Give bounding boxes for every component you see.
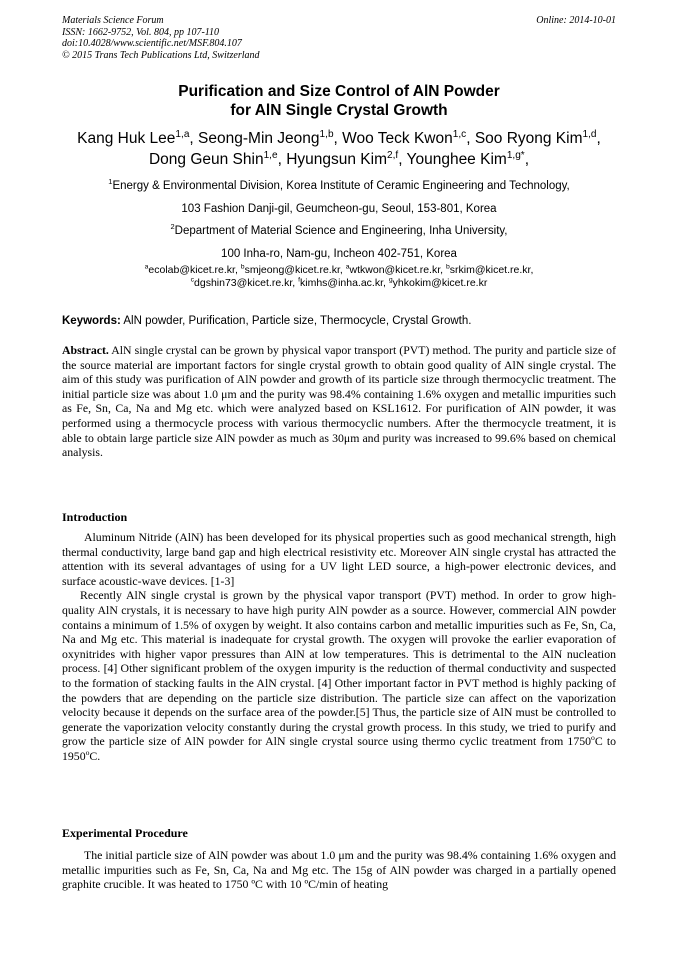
- experimental-heading: Experimental Procedure: [62, 826, 188, 840]
- affiliation-sup: 1: [108, 177, 113, 187]
- affiliation-text: Energy & Environmental Division, Korea Institute of Ceramic Engineering and Technology,: [112, 180, 570, 192]
- author-sup: 1,d: [582, 128, 597, 140]
- email-sup: a: [144, 263, 149, 271]
- abstract-label: Abstract.: [62, 343, 109, 357]
- email-link[interactable]: yhkokim@kicet.re.kr: [392, 277, 488, 289]
- experimental-paragraph-1: The initial particle size of AlN powder was about 1.0 μm and the purity was 98.4% containing 1.6% oxygen and metallic impurities such as Fe, Sn, Ca, Na and Mg etc. The 15g of AlN powder was charged in a partially opened graphite crucible. It was heated to 1750 ºC with 10 ºC/min of heating: [62, 848, 616, 892]
- paper-title: [62, 82, 616, 120]
- author-name: Soo Ryong Kim: [474, 130, 583, 147]
- author-sup: 1,e: [263, 149, 278, 161]
- copyright-line: © 2015 Trans Tech Publications Ltd, Switzerland: [62, 49, 260, 61]
- email-link[interactable]: kimhs@inha.ac.kr: [300, 277, 384, 289]
- author-list: [40, 128, 638, 170]
- title-line-2: for AlN Single Crystal Growth: [230, 102, 448, 119]
- author-sup: 1,c: [452, 128, 467, 140]
- author-name: Kang Huk Lee: [77, 130, 176, 147]
- email-link[interactable]: dgshin73@kicet.re.kr: [194, 277, 293, 289]
- introduction-paragraph-1: Aluminum Nitride (AlN) has been developed for its physical properties such as good mechanical strength, high thermal conductivity, large band gap and high electrical resistivity etc. Moreover AlN single crystal has attracted the attention with its several advantages of using for a UV light LED source, a high-power electronic devices, and surface acoustic-wave devices. [1-3]: [62, 530, 616, 588]
- online-date: Online: 2014-10-01: [536, 15, 616, 26]
- author-sup: 1,b: [319, 128, 334, 140]
- affiliation-text: Department of Material Science and Engineering, Inha University,: [174, 225, 508, 237]
- email-sup: c: [190, 276, 195, 284]
- author-sup: 1,g*: [506, 149, 525, 161]
- author-separator: ,: [333, 130, 343, 147]
- affiliation-2-line-2: 100 Inha-ro, Nam-gu, Incheon 402-751, Korea: [221, 247, 457, 260]
- experimental-body: [62, 848, 616, 892]
- affiliations: [40, 175, 638, 265]
- author-emails: [40, 264, 638, 290]
- abstract-text: AlN single crystal can be grown by physical vapor transport (PVT) method. The purity and particle size of the source material are important factors for single crystal growth to obtain good quality of AlN single crystal. The aim of this study was purification of AlN powder and growth of its particle size through thermocyclic treatment. The initial particle size was about 1.0 μm and the purity was 98.4% containing 1.6% oxygen and metallic impurities such as Fe, Sn, Ca, Na and Mg etc. which were analyzed based on KSL1612. For purification of AlN powder, it was performed using a thermocycle process with various thermocyclic numbers. After the thermocycle treatment, it is able to obtain large particle size AlN powder as much as 30μm and purity was increased to 99.6% based on chemical analysis.: [62, 343, 616, 460]
- author-name: Seong-Min Jeong: [198, 130, 320, 147]
- journal-header: [62, 15, 616, 61]
- introduction-body: [62, 530, 616, 764]
- degree-sup: o: [85, 747, 90, 757]
- author-name: Woo Teck Kwon: [342, 130, 453, 147]
- author-line-2: [40, 149, 638, 170]
- author-separator: ,: [189, 130, 199, 147]
- author-name: Hyungsun Kim: [286, 151, 387, 168]
- email-line-2: $^c$dgshin73@kicet.re.kr, $^f$kimhs@inha.ac.kr, $^g$yhkokim@kicet.re.kr: [190, 276, 488, 289]
- author-line-1: [40, 128, 638, 149]
- keywords-label: Keywords:: [62, 315, 121, 327]
- author-sup: 2,f: [387, 149, 399, 161]
- paragraph-text: C.: [89, 748, 101, 763]
- introduction-paragraph-2: [62, 588, 616, 763]
- affiliation-2-line-1: [40, 220, 638, 243]
- issn-line: ISSN: 1662-9752, Vol. 804, pp 107-110: [62, 26, 220, 38]
- email-link[interactable]: smjeong@kicet.re.kr: [244, 264, 340, 276]
- degree-sup: o: [591, 733, 595, 743]
- author-name: Dong Geun Shin: [148, 151, 264, 168]
- email-link[interactable]: srkim@kicet.re.kr: [449, 264, 531, 276]
- email-sup: a: [345, 263, 350, 271]
- email-line-1: $^a$ecolab@kicet.re.kr, $^b$smjeong@kicet.re.kr, $^a$wtkwon@kicet.re.kr, $^b$srkim@kicet.re.kr,: [144, 263, 534, 276]
- abstract-paragraph: [62, 343, 616, 460]
- paragraph-text: C to 1950: [62, 734, 616, 763]
- author-sup: 1,a: [175, 128, 190, 140]
- author-separator: ,: [398, 151, 407, 168]
- affiliation-1-line-1: [40, 175, 638, 198]
- author-separator: ,: [277, 151, 287, 168]
- affiliation-sup: 2: [170, 222, 175, 232]
- email-link[interactable]: ecolab@kicet.re.kr: [148, 264, 235, 276]
- email-link[interactable]: wtkwon@kicet.re.kr: [349, 264, 441, 276]
- paragraph-text: Recently AlN single crystal is grown by the physical vapor transport (PVT) method. In order to grow high-quality AlN crystals, it is necessary to have high purity AlN powder as a source. However, commercial AlN powder contains a minimum of 1.5% of oxygen by weight. It also contains carbon and metallic impurities such as Fe, Sn, Ca, Na and Mg etc. This material is inadequate for crystal growth. The oxygen will provoke the earlier evaporation of oxynitrides with higher vapor pressures than AlN at low temperatures. This is detrimental to the AlN nucleation process. [4] Other significant problem of the oxygen impurity is the reduction of thermal conductivity and suspected to the formation of stacking faults in the AlN crystal. [4] Other important factor in PVT method is highly packing of the powders that are depending on the particle size distribution. The particle size can affect on the vaporization velocity because it depends on the surface area of the powder.[5] Thus, the particle size of AlN must be controlled to generate the vaporization velocity constantly during the crystal growth process. In this study, we tried to purify and grow the particle size of AlN powder for AlN single crystal source using thermo cyclic treatment from 1750: [62, 588, 616, 749]
- affiliation-1-line-2: 103 Fashion Danji-gil, Geumcheon-gu, Seoul, 153-801, Korea: [181, 202, 497, 215]
- email-sup: b: [240, 263, 245, 271]
- email-sup: b: [445, 263, 450, 271]
- keywords: [62, 314, 616, 328]
- keywords-text: AlN powder, Purification, Particle size, Thermocycle, Crystal Growth.: [120, 315, 472, 327]
- title-line-1: Purification and Size Control of AlN Powder: [178, 83, 500, 100]
- author-separator: ,: [596, 130, 601, 147]
- author-name: Younghee Kim: [406, 151, 507, 168]
- author-separator: ,: [524, 151, 530, 168]
- journal-name: Materials Science Forum: [62, 15, 164, 26]
- abstract: [62, 343, 616, 460]
- email-sup: f: [298, 276, 300, 284]
- email-sup: g: [388, 276, 393, 284]
- introduction-heading: Introduction: [62, 510, 128, 524]
- author-separator: ,: [466, 130, 475, 147]
- doi-line[interactable]: doi:10.4028/www.scientific.net/MSF.804.107: [62, 38, 242, 49]
